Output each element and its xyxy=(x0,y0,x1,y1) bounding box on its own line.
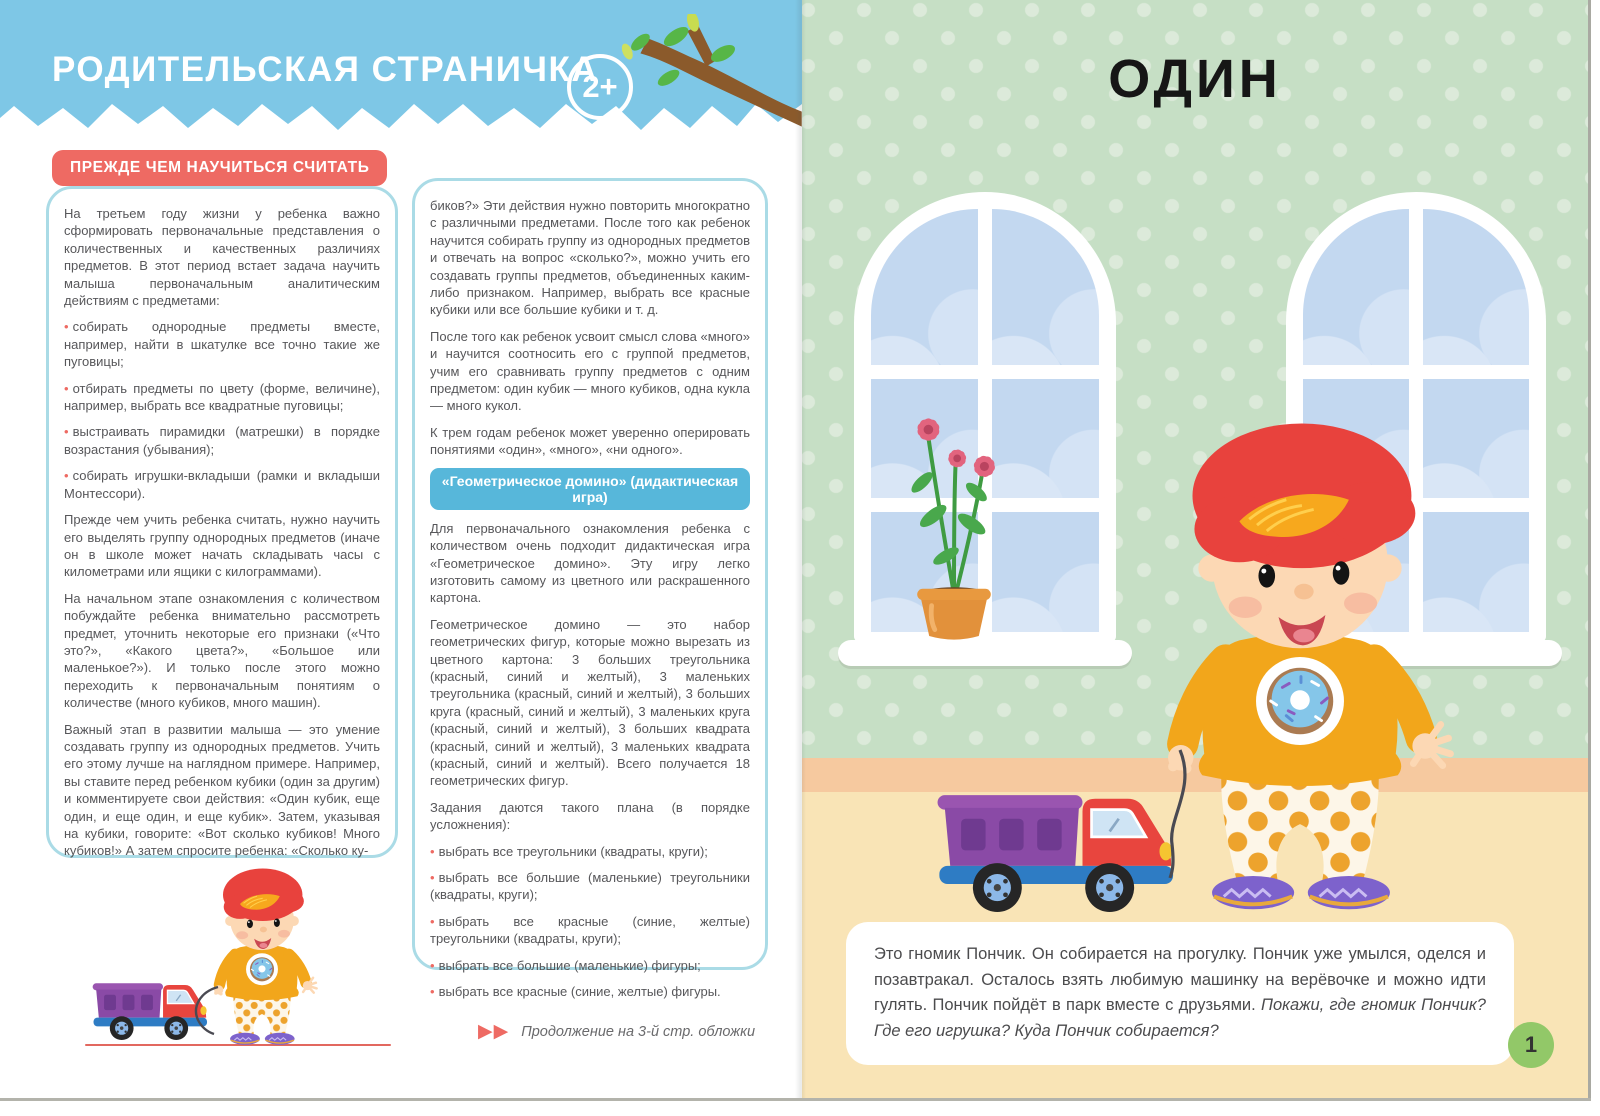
bullet-item: • выбрать все большие (маленькие) треугольники (квадраты, круги); xyxy=(430,870,750,903)
bullet-dot-icon: • xyxy=(430,913,435,929)
right-page xyxy=(802,0,1588,1098)
age-badge: 2+ xyxy=(567,54,633,120)
paragraph: После того как ребенок усвоит смысл слова «много» и научится соотносить его с группой предметов, учим его сравнивать группу предметов с одним предметом: один кубик — много кубиков, одна кукла — много кукол. xyxy=(430,328,750,414)
flower-pot-icon xyxy=(898,396,1010,644)
bullet-dot-icon: • xyxy=(430,843,435,859)
continuation-note xyxy=(478,1022,755,1041)
bullet-item: • выбрать все треугольники (квадраты, круги); xyxy=(430,843,708,859)
mini-boy-illustration xyxy=(80,852,400,1052)
branch-icon xyxy=(612,14,804,136)
bullet-dot-icon: • xyxy=(64,380,69,396)
caption-question-text: Покажи, где гномик Пончик? Где его игрушка? Куда Пончик собирается? xyxy=(874,996,1486,1041)
bullet-dot-icon: • xyxy=(430,984,435,1000)
text-box-left xyxy=(46,186,398,858)
bullet-item: • выбрать все красные (синие, желтые) треугольники (квадраты, круги); xyxy=(430,913,750,947)
bullet-item: • собирать игрушки-вкладыши (рамки и вкладыши Монтессори). xyxy=(64,468,380,501)
paragraph: К трем годам ребенок может уверенно оперировать понятиями «один», «много», «ни одного». xyxy=(430,424,750,458)
scan-edge-bottom xyxy=(0,1098,1591,1101)
bullet-dot-icon: • xyxy=(430,870,435,885)
caption-box xyxy=(846,922,1514,1065)
bullet-item: • собирать однородные предметы вместе, например, найти в шкатулке все точно такие же пуговицы; xyxy=(64,319,380,370)
forward-arrows-icon: ▶▶ xyxy=(478,1021,510,1042)
caption-text: Это гномик Пончик. Он собирается на прогулку. Пончик уже умылся, оделся и позавтракал. Осталось взять любимую машинку на верёвочке и можно идти гулять. Пончик пойдёт в парк вместе с друзьями. Покажи, где гномик Пончик? Где его игрушка? Куда Пончик собирается? xyxy=(874,945,1486,1041)
bullet-item: • выбрать все красные (синие, желтые) фигуры. xyxy=(430,984,721,1000)
bullet-dot-icon: • xyxy=(430,957,435,973)
section-label: ПРЕЖДЕ ЧЕМ НАУЧИТЬСЯ СЧИТАТЬ xyxy=(52,150,387,186)
pull-string xyxy=(80,852,400,1052)
paragraph: Задания даются такого плана (в порядке усложнения): xyxy=(430,799,750,833)
paragraph: Прежде чем учить ребенка считать, нужно научить его выделять группу однородных предметов (иначе он в школе может начать складывать часы с километрами или ящики с килограммами). xyxy=(64,512,380,580)
page-title: РОДИТЕЛЬСКАЯ СТРАНИЧКА xyxy=(52,50,599,89)
page-gutter xyxy=(795,0,806,1098)
text-box-right xyxy=(412,178,768,1000)
footer-note-text: Продолжение на 3-й стр. обложки xyxy=(521,1023,756,1040)
paragraph: Геометрическое домино — это набор геометрических фигур, которые можно вырезать из цветного картона: 3 больших треугольника (красный, синий и желтый), 3 маленьких треугольника (красный, синий и желтый), 3 больших круга (красный, синий и желтый), 3 маленьких круга (красный, синий и желтый), 3 больших квадрата (красный, синий и желтый), 3 маленьких квадрата (красный, синий и желтый). Всего получается 18 геометрических фигур. xyxy=(430,616,750,789)
paragraph: биков?» Эти действия нужно повторить многократно с различными предметами. После того как ребенок научится собирать группу из однородных предметов и отвечать на вопрос «сколько?», можно учить его создавать группы предметов, объединенных каким-либо признаком. Например, выбрать все красные кубики или все большие кубики и т. д. xyxy=(430,198,750,318)
bullet-dot-icon: • xyxy=(64,319,69,335)
paragraph: На начальном этапе ознакомления с количеством побуждайте ребенка внимательно рассмотреть предмет, уточнить некоторые его признаки («Что это?», «Какого цвета?», «Большое или маленькое?»). И только после этого можно переходить к первоначальным понятиям о количестве (много кубиков, много машин). xyxy=(64,590,380,711)
game-label: «Геометрическое домино» (дидактическая игра) xyxy=(430,468,750,510)
bullet-item: • выстраивать пирамидки (матрешки) в порядке возрастания (убывания); xyxy=(64,424,380,457)
paragraph: Для первоначального ознакомления ребенка с количеством очень подходит дидактическая игра «Геометрическое домино». Эту игру легко изготовить самому из цветного или раскрашенного картона. xyxy=(430,520,750,606)
bullet-item: • выбрать все большие (маленькие) фигуры; xyxy=(430,957,701,973)
gnome-boy-icon xyxy=(1124,400,1476,918)
page-number-badge: 1 xyxy=(1508,1022,1554,1068)
lesson-title: ОДИН xyxy=(1108,49,1282,109)
paragraph: На третьем году жизни у ребенка важно сформировать первоначальные представления о количественных и качественных различиях предметов. В этот период встает задача научить малыша первоначальным аналитическим действиям с предметами: xyxy=(64,206,380,309)
bullet-item: • отбирать предметы по цвету (форме, величине), например, выбрать все квадратные пуговицы; xyxy=(64,380,380,414)
bullet-dot-icon: • xyxy=(64,424,69,440)
paragraph: Важный этап в развитии малыша — это умение создавать группу из однородных предметов. Учить его этому лучше на наглядном примере. Например, вы ставите перед ребенком кубики (один за другим) и комментируете свои действия: «Один кубик, еще один, и еще один, и еще кубик». Затем, указывая на кубики, говорите: «Вот сколько кубиков! Много кубиков!» А затем спросите ребенка: «Сколько ку- xyxy=(64,721,380,859)
scan-edge-right xyxy=(1588,0,1591,1101)
bullet-dot-icon: • xyxy=(64,468,69,484)
